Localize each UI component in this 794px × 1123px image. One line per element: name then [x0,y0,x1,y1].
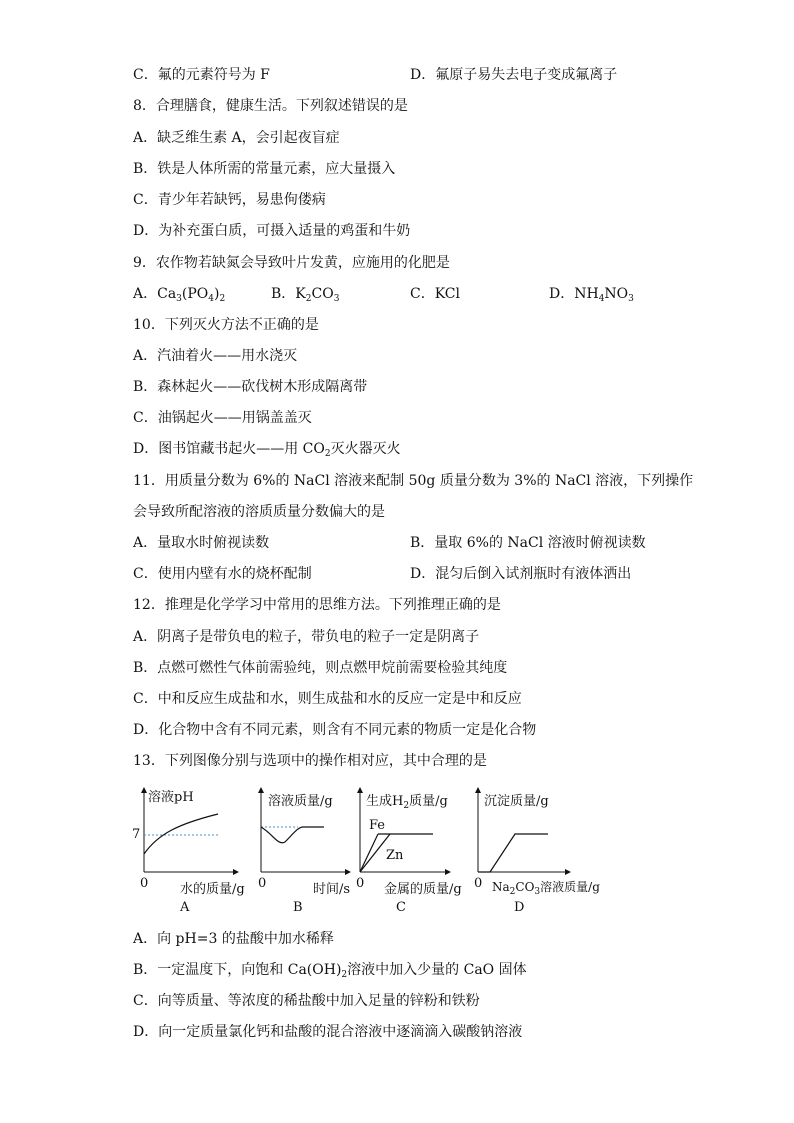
graph-d-letter: D [514,900,525,915]
q8-option-d: D．为补充蛋白质，可摄入适量的鸡蛋和牛奶 [133,223,411,239]
q9-stem: 9．农作物若缺氮会导致叶片发黄，应施用的化肥是 [133,255,450,271]
graph-b-origin: 0 [258,876,267,891]
q11-option-a: A．量取水时俯视读数 [133,535,270,551]
q13-stem: 13．下列图像分别与选项中的操作相对应，其中合理的是 [133,753,487,769]
graph-a-seven: 7 [132,827,141,842]
graph-a-xlabel: 水的质量/g [180,882,245,897]
q9-option-d: D．$NH_4NO_3$ [549,286,634,304]
q12-option-d: D．化合物中含有不同元素，则含有不同元素的物质一定是化合物 [133,722,537,738]
q11-stem-line1: 11．用质量分数为 6%的 NaCl 溶液来配制 50g 质量分数为 3%的 NaCl 溶液，下列操作 [133,473,694,489]
q9-option-a: A．$Ca_3(PO_4)_2$ [133,286,226,304]
graph-a-origin: 0 [140,876,149,891]
graph-c-origin: 0 [356,876,365,891]
graph-b-ylabel: 溶液质量/g [268,794,333,809]
q9-option-b: B．$K_2CO_3$ [271,286,340,304]
graph-d-curve [478,834,548,872]
graph-c-letter: C [396,900,406,915]
q8-option-c: C．青少年若缺钙，易患佝偻病 [133,192,326,208]
graph-a-ylabel: 溶液pH [148,790,194,805]
q10-option-c: C．油锅起火——用锅盖盖灭 [133,410,312,426]
q13-option-c: C．向等质量、等浓度的稀盐酸中加入足量的锌粉和铁粉 [133,993,480,1009]
q12-option-b: B．点燃可燃性气体前需验纯，则点燃甲烷前需要检验其纯度 [133,660,508,676]
q8-option-a: A．缺乏维生素 A，会引起夜盲症 [133,130,340,146]
graph-d-ylabel: 沉淀质量/g [484,794,549,809]
q9-option-c: C．KCl [410,286,460,302]
graph-a-curve [144,814,218,854]
graph-c-fe-label: Fe [369,818,386,833]
graph-c-xlabel: 金属的质量/g [384,882,462,897]
q10-option-a: A．汽油着火——用水浇灭 [133,348,298,364]
graph-b-letter: B [293,900,303,915]
q11-stem-line2: 会导致所配溶液的溶质质量分数偏大的是 [133,504,385,520]
q7-option-d: D．氟原子易失去电子变成氟离子 [410,67,618,83]
q7-option-c: C．氟的元素符号为 F [133,67,270,83]
q8-stem: 8．合理膳食，健康生活。下列叙述错误的是 [133,98,408,114]
graph-c-ylabel: 生成$H_2$质量/g [366,794,448,811]
q12-stem: 12．推理是化学学习中常用的思维方法。下列推理正确的是 [133,597,501,613]
graph-d-origin: 0 [474,876,483,891]
graph-b-xlabel: 时间/s [313,882,351,897]
q10-option-d: D．图书馆藏书起火——用 $CO_2$灭火器灭火 [133,441,401,459]
graph-b-curve [261,827,324,843]
q8-option-b: B．铁是人体所需的常量元素，应大量摄入 [133,161,396,177]
q13-option-a: A．向 pH=3 的盐酸中加水稀释 [133,931,334,947]
q11-option-d: D．混匀后倒入试剂瓶时有液体洒出 [410,566,632,582]
q12-option-a: A．阴离子是带负电的粒子，带负电的粒子一定是阴离子 [133,629,480,645]
graph-d-xlabel: $Na_2CO_3$溶液质量/g [492,880,600,897]
graph-c-zn-label: Zn [386,848,404,863]
q10-option-b: B．森林起火——砍伐树木形成隔离带 [133,379,368,395]
q13-option-b: B．一定温度下，向饱和 $Ca(OH)_2$溶液中加入少量的 CaO 固体 [133,962,527,980]
q10-stem: 10．下列灭火方法不正确的是 [133,317,319,333]
q13-option-d: D．向一定质量氯化钙和盐酸的混合溶液中逐滴滴入碳酸钠溶液 [133,1024,523,1040]
q11-option-b: B．量取 6%的 NaCl 溶液时俯视读数 [410,535,646,551]
q13-graphs [128,784,608,918]
graph-a-letter: A [180,900,190,915]
q12-option-c: C．中和反应生成盐和水，则生成盐和水的反应一定是中和反应 [133,691,522,707]
q11-option-c: C．使用内壁有水的烧杯配制 [133,566,312,582]
